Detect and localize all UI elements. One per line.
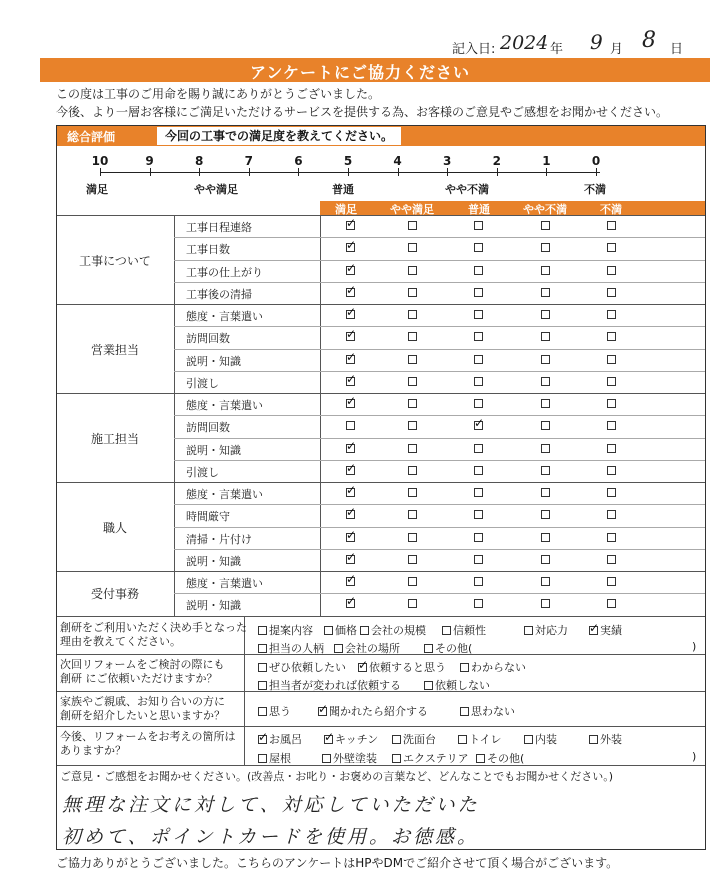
scale-label: やや不満	[445, 183, 489, 196]
rating-item-label: 態度・言葉遣い	[186, 488, 263, 501]
bottom-question-text: ありますか？	[60, 744, 126, 757]
option-3-0-2[interactable]	[392, 731, 436, 747]
rating-checkbox[interactable]	[408, 577, 417, 586]
scale-label: やや満足	[194, 183, 238, 196]
rating-checkbox[interactable]	[541, 332, 550, 341]
row-divider	[174, 549, 705, 550]
rating-checkbox[interactable]	[408, 310, 417, 319]
entry-month-value: 9	[590, 30, 603, 54]
survey-banner	[40, 58, 710, 82]
rating-checkbox[interactable]	[474, 266, 483, 275]
option-checkbox[interactable]	[424, 644, 433, 653]
table-top-border	[57, 215, 705, 216]
option-label: 信頼性	[453, 624, 486, 637]
option-checkbox[interactable]	[360, 626, 369, 635]
rating-column-header	[320, 201, 705, 215]
scale-number: 8	[195, 154, 204, 168]
option-checkbox[interactable]	[322, 754, 331, 763]
rating-checkbox[interactable]	[474, 399, 483, 408]
option-checkbox[interactable]	[258, 663, 267, 672]
rating-checkbox[interactable]	[607, 377, 616, 386]
rating-checkbox[interactable]	[474, 599, 483, 608]
rating-checkbox[interactable]	[541, 421, 550, 430]
option-checkbox[interactable]	[258, 707, 267, 716]
rating-item-label: 態度・言葉遣い	[186, 310, 263, 323]
rating-checkbox[interactable]	[541, 533, 550, 542]
rating-item-label: 時間厳守	[186, 510, 230, 524]
rating-checkbox[interactable]	[607, 466, 616, 475]
rating-checkbox[interactable]	[541, 555, 550, 564]
option-label: 外装	[600, 733, 622, 746]
option-label: 会社の場所	[345, 642, 400, 655]
comment-divider	[57, 765, 705, 766]
bottom-question-text: 創研 にご依頼いただけますか？	[60, 672, 218, 685]
rating-checkbox[interactable]	[346, 555, 355, 564]
category-label: 営業担当	[90, 342, 139, 357]
comment-line-1: 無理な注文に対して、対応していただいた	[62, 794, 480, 816]
rating-checkbox[interactable]	[474, 577, 483, 586]
option-3-1-2[interactable]	[392, 750, 469, 766]
rating-item-label: 説明・知識	[186, 554, 241, 568]
rating-item-label: 工事の仕上がり	[186, 265, 263, 279]
rating-checkbox[interactable]	[346, 599, 355, 608]
option-label: 担当の人柄	[269, 642, 324, 655]
rating-checkbox[interactable]	[474, 377, 483, 386]
row-divider	[174, 237, 705, 238]
option-label: 思わない	[471, 705, 515, 718]
scale-number: 4	[393, 154, 402, 168]
rating-checkbox[interactable]	[474, 310, 483, 319]
rating-item-label: 説明・知識	[186, 443, 241, 457]
category-bottom-border	[57, 304, 705, 305]
scale-line	[100, 172, 600, 173]
entry-year-value: 2024	[500, 32, 549, 54]
entry-day-label: 日	[670, 42, 684, 57]
rating-checkbox[interactable]	[541, 288, 550, 297]
rating-checkbox[interactable]	[346, 488, 355, 497]
option-2-0-2[interactable]	[460, 703, 515, 719]
column-somewhat-satisfied: やや満足	[390, 203, 434, 216]
category-label: 職人	[102, 520, 127, 535]
option-label: キッチン	[335, 733, 379, 746]
intro-line-2: 今後、より一層お客様にご満足いただけるサービスを提供する為、お客様のご意見やご感想をお聞かせください。	[56, 105, 669, 119]
rating-checkbox[interactable]	[541, 377, 550, 386]
rating-checkbox[interactable]	[408, 288, 417, 297]
rating-checkbox[interactable]	[408, 221, 417, 230]
rating-checkbox[interactable]	[346, 399, 355, 408]
rating-checkbox[interactable]	[474, 533, 483, 542]
scale-tick	[199, 168, 200, 176]
option-checkbox[interactable]	[458, 735, 467, 744]
entry-date-label: 記入日:	[452, 42, 496, 57]
rating-checkbox[interactable]	[408, 355, 417, 364]
option-3-0-0[interactable]	[258, 731, 302, 747]
row-divider	[174, 282, 705, 283]
option-label: 会社の規模	[371, 624, 426, 637]
row-divider	[174, 415, 705, 416]
rating-checkbox[interactable]	[607, 355, 616, 364]
scale-tick	[447, 168, 448, 176]
rating-checkbox[interactable]	[474, 510, 483, 519]
rating-item-label: 訪問回数	[186, 332, 230, 346]
rating-checkbox[interactable]	[346, 577, 355, 586]
column-somewhat-dissatisfied: やや不満	[523, 203, 567, 216]
rating-checkbox[interactable]	[408, 243, 417, 252]
option-checkbox[interactable]	[334, 644, 343, 653]
rating-item-label: 説明・知識	[186, 354, 241, 368]
option-checkbox[interactable]	[318, 707, 327, 716]
scale-tick	[546, 168, 547, 176]
row-divider	[174, 349, 705, 350]
row-divider	[174, 371, 705, 372]
column-satisfied: 満足	[335, 203, 357, 216]
option-label: 依頼すると思う	[369, 661, 446, 674]
footer-note: ご協力ありがとうございました。こちらのアンケートはHPやDMでご紹介させて頂く場合がございます。	[56, 856, 619, 870]
rating-checkbox[interactable]	[607, 421, 616, 430]
rating-checkbox[interactable]	[474, 488, 483, 497]
option-3-1-1[interactable]	[322, 750, 377, 766]
option-0-0-5[interactable]	[589, 622, 622, 638]
bottom-question-text: 創研をご利用いただく決め手となった	[60, 621, 247, 634]
rating-item-label: 工事日数	[186, 243, 230, 257]
rating-checkbox[interactable]	[607, 399, 616, 408]
column-dissatisfied: 不満	[600, 203, 622, 216]
scale-number: 2	[492, 154, 501, 168]
option-label: 洗面台	[403, 733, 436, 746]
option-label: お風呂	[269, 733, 302, 746]
rating-checkbox[interactable]	[408, 466, 417, 475]
rating-checkbox[interactable]	[346, 266, 355, 275]
scale-tick	[497, 168, 498, 176]
option-checkbox[interactable]	[589, 626, 598, 635]
rating-checkbox[interactable]	[607, 577, 616, 586]
rating-checkbox[interactable]	[541, 221, 550, 230]
rating-item-label: 訪問回数	[186, 421, 230, 435]
rating-item-label: 工事後の清掃	[186, 287, 252, 301]
rating-checkbox[interactable]	[607, 444, 616, 453]
scale-tick	[348, 168, 349, 176]
row-divider	[174, 460, 705, 461]
row-divider	[174, 438, 705, 439]
rating-item-label: 態度・言葉遣い	[186, 577, 263, 590]
category-label: 工事について	[79, 253, 151, 268]
option-3-1-3[interactable]	[476, 750, 524, 766]
option-0-0-1[interactable]	[324, 622, 357, 638]
rating-checkbox[interactable]	[541, 266, 550, 275]
rating-checkbox[interactable]	[541, 577, 550, 586]
scale-number: 7	[244, 154, 253, 168]
rating-checkbox[interactable]	[408, 599, 417, 608]
rating-checkbox[interactable]	[346, 466, 355, 475]
rating-checkbox[interactable]	[474, 421, 483, 430]
option-label: 担当者が変われば依頼する	[269, 679, 401, 692]
option-2-0-0[interactable]	[258, 703, 291, 719]
rating-checkbox[interactable]	[408, 266, 417, 275]
rating-checkbox[interactable]	[408, 444, 417, 453]
rating-item-label: 引渡し	[186, 465, 219, 479]
category-bottom-border	[57, 482, 705, 483]
column-neutral: 普通	[468, 203, 490, 216]
rating-checkbox[interactable]	[408, 377, 417, 386]
rating-checkbox[interactable]	[346, 310, 355, 319]
option-checkbox[interactable]	[324, 626, 333, 635]
rating-checkbox[interactable]	[346, 533, 355, 542]
option-label: ぜひ依頼したい	[269, 661, 346, 674]
scale-tick	[150, 168, 151, 176]
rating-checkbox[interactable]	[607, 266, 616, 275]
option-0-0-3[interactable]	[442, 622, 486, 638]
option-checkbox[interactable]	[524, 735, 533, 744]
option-label: 聞かれたら紹介する	[329, 705, 428, 718]
scale-label: 普通	[332, 183, 354, 196]
rating-checkbox[interactable]	[408, 533, 417, 542]
question-bottom-border	[57, 691, 705, 692]
entry-day-value: 8	[642, 28, 656, 53]
rating-checkbox[interactable]	[474, 221, 483, 230]
option-checkbox[interactable]	[460, 707, 469, 716]
option-3-1-0[interactable]	[258, 750, 291, 766]
scale-tick	[398, 168, 399, 176]
bottom-question-text: 家族やご親戚、お知り合いの方に	[60, 695, 225, 708]
option-label: 依頼しない	[435, 679, 490, 692]
entry-year-label: 年	[550, 42, 564, 57]
rating-checkbox[interactable]	[408, 399, 417, 408]
rating-item-label: 態度・言葉遣い	[186, 399, 263, 412]
option-1-0-2[interactable]	[460, 659, 526, 675]
rating-checkbox[interactable]	[408, 510, 417, 519]
option-1-0-0[interactable]	[258, 659, 346, 675]
scale-number: 3	[443, 154, 452, 168]
rating-checkbox[interactable]	[607, 310, 616, 319]
option-checkbox[interactable]	[258, 735, 267, 744]
rating-checkbox[interactable]	[408, 332, 417, 341]
scale-number: 10	[91, 154, 109, 168]
entry-date	[430, 28, 700, 58]
option-3-0-3[interactable]	[458, 731, 501, 747]
option-0-0-4[interactable]	[524, 622, 568, 638]
rating-checkbox[interactable]	[474, 444, 483, 453]
option-checkbox[interactable]	[258, 754, 267, 763]
bottom-question-text: 今後、リフォームをお考えの箇所は	[60, 730, 236, 743]
bottom-question-text: 次回リフォームをご検討の際にも	[60, 658, 225, 671]
overall-rating-bar	[57, 126, 705, 146]
rating-checkbox[interactable]	[346, 288, 355, 297]
option-checkbox[interactable]	[258, 644, 267, 653]
scale-tick	[249, 168, 250, 176]
entry-month-label: 月	[610, 42, 624, 57]
rating-checkbox[interactable]	[474, 332, 483, 341]
rating-checkbox[interactable]	[607, 510, 616, 519]
comment-line-2: 初めて、ポイントカードを使用。お徳感。	[62, 826, 480, 848]
rating-item-label: 説明・知識	[186, 599, 241, 613]
rating-checkbox[interactable]	[541, 243, 550, 252]
bottom-question-text: 創研を紹介したいと思いますか？	[60, 709, 225, 722]
scale-tick	[596, 168, 597, 176]
option-3-0-5[interactable]	[589, 731, 622, 747]
option-label: その他(	[487, 752, 525, 765]
rating-checkbox[interactable]	[474, 466, 483, 475]
option-2-0-1[interactable]	[318, 703, 428, 719]
rating-item-label: 清掃・片付け	[186, 532, 252, 546]
rating-checkbox[interactable]	[607, 599, 616, 608]
overall-rating-question: 今回の工事での満足度を教えてください。	[157, 127, 401, 145]
category-bottom-border	[57, 393, 705, 394]
scale-number: 5	[343, 154, 353, 168]
option-label: その他(	[435, 642, 473, 655]
question-bottom-border	[57, 654, 705, 655]
comment-prompt: ご意見・ご感想をお聞かせください。(改善点・お叱り・お褒めの言葉など、どんなことでもお聞かせください。)	[60, 770, 614, 783]
rating-checkbox[interactable]	[474, 243, 483, 252]
rating-checkbox[interactable]	[541, 510, 550, 519]
option-label: 対応力	[535, 624, 568, 637]
other-close-paren: )	[692, 750, 697, 763]
scale-tick	[100, 168, 101, 176]
option-label: エクステリア	[403, 752, 469, 765]
rating-checkbox[interactable]	[607, 555, 616, 564]
option-label: 屋根	[269, 752, 291, 765]
question-bottom-border	[57, 726, 705, 727]
scale-label: 満足	[86, 183, 108, 196]
option-checkbox[interactable]	[258, 681, 267, 690]
rating-checkbox[interactable]	[408, 488, 417, 497]
row-divider	[174, 527, 705, 528]
option-1-0-1[interactable]	[358, 659, 446, 675]
option-checkbox[interactable]	[392, 735, 401, 744]
option-label: 価格	[335, 624, 357, 637]
option-checkbox[interactable]	[476, 754, 485, 763]
rating-checkbox[interactable]	[474, 355, 483, 364]
scale-number: 9	[145, 154, 154, 168]
row-divider	[174, 593, 705, 594]
rating-checkbox[interactable]	[346, 355, 355, 364]
row-divider	[174, 326, 705, 327]
rating-checkbox[interactable]	[474, 555, 483, 564]
option-checkbox[interactable]	[358, 663, 367, 672]
intro-line-1: この度は工事のご用命を賜り誠にありがとうございました。	[56, 87, 381, 101]
rating-checkbox[interactable]	[346, 510, 355, 519]
rating-checkbox[interactable]	[541, 399, 550, 408]
rating-checkbox[interactable]	[607, 221, 616, 230]
option-checkbox[interactable]	[589, 735, 598, 744]
option-checkbox[interactable]	[392, 754, 401, 763]
rating-checkbox[interactable]	[541, 599, 550, 608]
other-close-paren: )	[692, 640, 697, 653]
option-checkbox[interactable]	[460, 663, 469, 672]
row-divider	[174, 260, 705, 261]
category-bottom-border	[57, 616, 705, 617]
scale-number: 6	[294, 154, 303, 168]
rating-checkbox[interactable]	[408, 421, 417, 430]
rating-checkbox[interactable]	[541, 310, 550, 319]
category-bottom-border	[57, 571, 705, 572]
rating-checkbox[interactable]	[346, 377, 355, 386]
rating-item-label: 引渡し	[186, 376, 219, 390]
option-label: トイレ	[469, 733, 502, 746]
rating-checkbox[interactable]	[346, 444, 355, 453]
rating-checkbox[interactable]	[541, 355, 550, 364]
overall-rating-label: 総合評価	[67, 130, 116, 144]
option-label: 実績	[600, 624, 622, 637]
rating-checkbox[interactable]	[346, 421, 355, 430]
scale-number: 1	[542, 154, 551, 168]
option-checkbox[interactable]	[442, 626, 451, 635]
category-label: 受付事務	[90, 587, 139, 602]
bottom-question-text: 理由を教えてください。	[60, 635, 181, 648]
rating-checkbox[interactable]	[541, 466, 550, 475]
option-0-0-0[interactable]	[258, 622, 313, 638]
option-checkbox[interactable]	[424, 681, 433, 690]
rating-checkbox[interactable]	[541, 488, 550, 497]
rating-checkbox[interactable]	[607, 243, 616, 252]
rating-checkbox[interactable]	[346, 243, 355, 252]
option-label: 提案内容	[269, 624, 313, 637]
rating-checkbox[interactable]	[607, 533, 616, 542]
survey-title: アンケートにご協力ください	[250, 63, 471, 82]
option-label: 外壁塗装	[333, 752, 377, 765]
row-divider	[174, 504, 705, 505]
rating-item-label: 工事日程連絡	[186, 221, 252, 234]
category-label: 施工担当	[90, 431, 139, 446]
option-0-0-2[interactable]	[360, 622, 426, 638]
option-label: 思う	[269, 705, 291, 718]
option-3-0-4[interactable]	[524, 731, 557, 747]
scale-label: 不満	[584, 183, 606, 196]
rating-checkbox[interactable]	[607, 488, 616, 497]
option-label: 内装	[535, 733, 557, 746]
rating-checkbox[interactable]	[346, 332, 355, 341]
rating-checkbox[interactable]	[346, 221, 355, 230]
option-checkbox[interactable]	[324, 735, 333, 744]
option-3-0-1[interactable]	[324, 731, 378, 747]
scale-number: 0	[591, 154, 601, 168]
rating-checkbox[interactable]	[607, 332, 616, 341]
scale-tick	[298, 168, 299, 176]
option-checkbox[interactable]	[258, 626, 267, 635]
rating-checkbox[interactable]	[541, 444, 550, 453]
rating-checkbox[interactable]	[408, 555, 417, 564]
rating-checkbox[interactable]	[607, 288, 616, 297]
option-checkbox[interactable]	[524, 626, 533, 635]
rating-checkbox[interactable]	[474, 288, 483, 297]
option-label: わからない	[471, 661, 526, 674]
